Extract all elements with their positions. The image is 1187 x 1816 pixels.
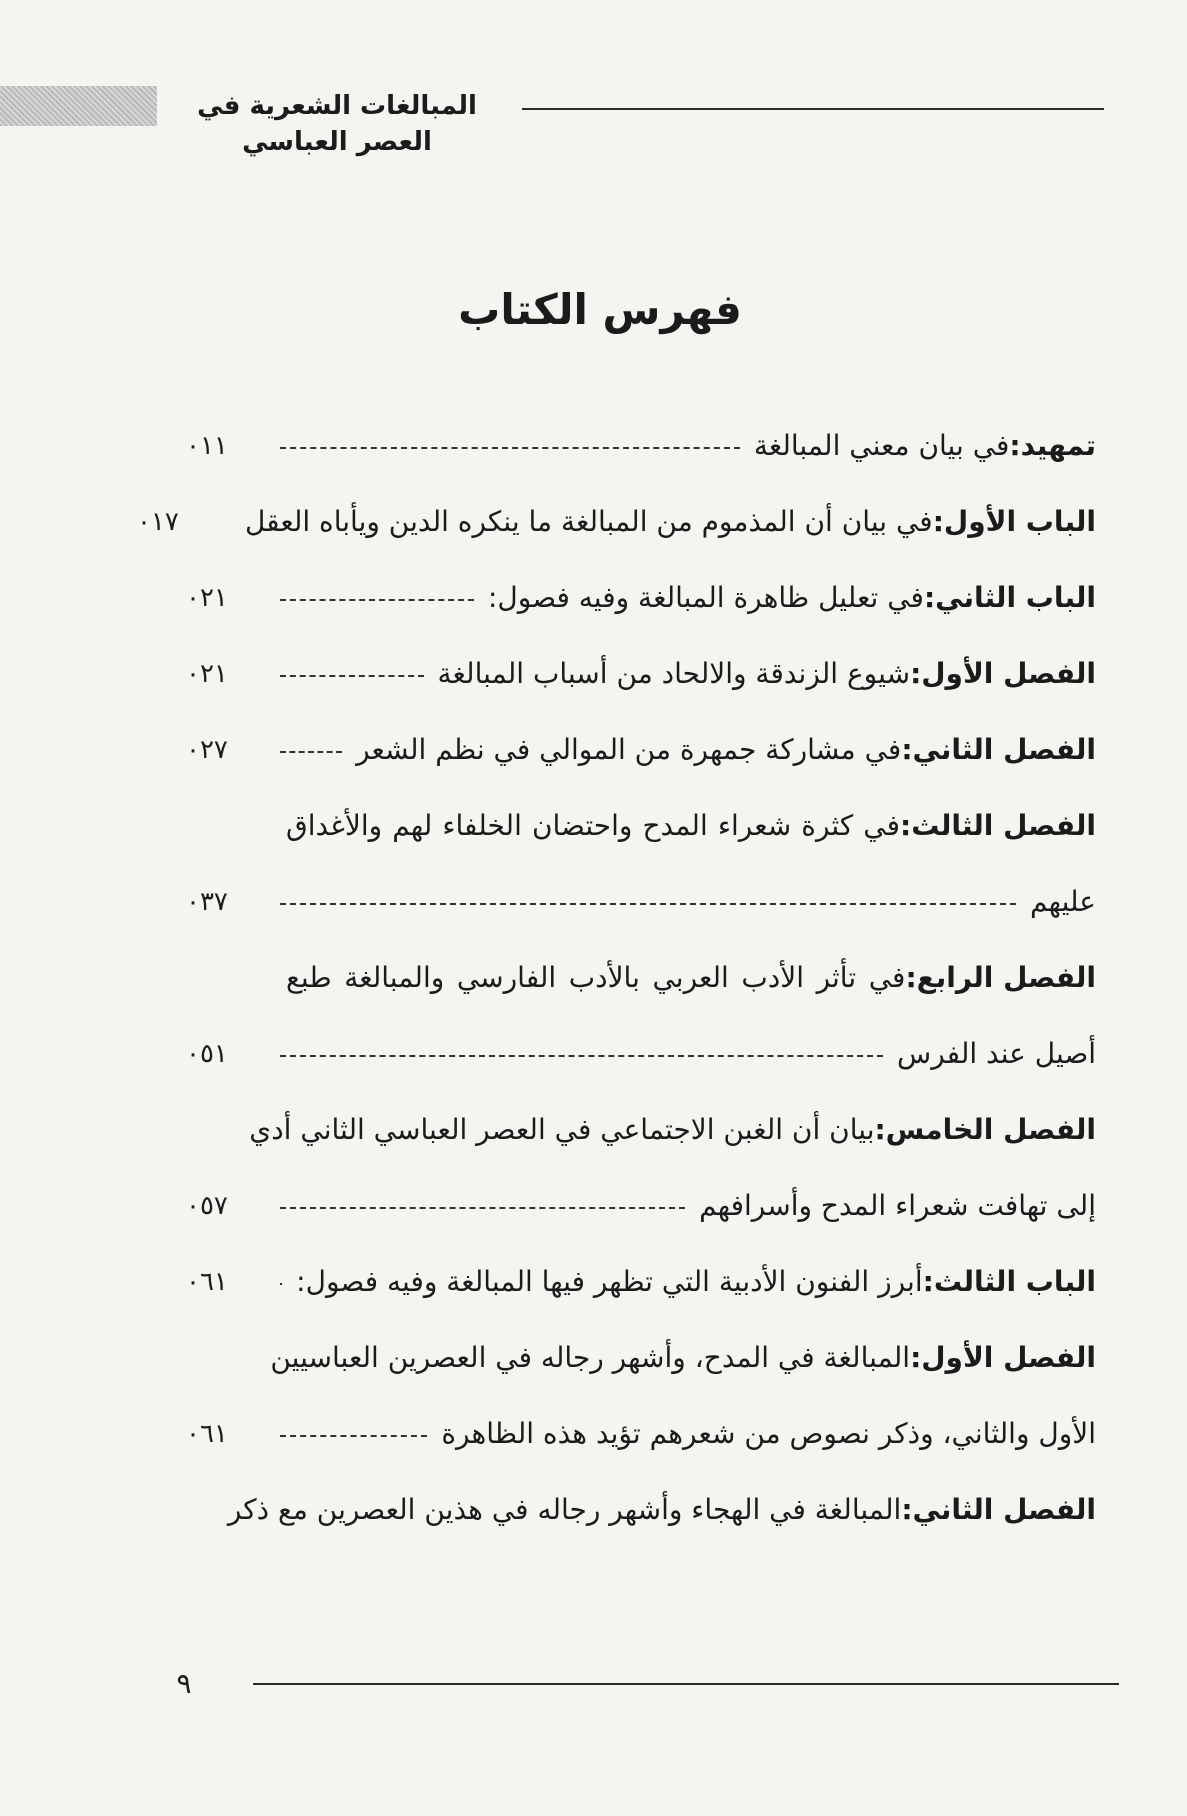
toc-entry-text: في تأثر الأدب العربي بالأدب الفارسي والمبالغة طبع (286, 961, 906, 994)
toc-entry-chapter (186, 722, 1096, 778)
page-title: فهرس الكتاب (458, 285, 742, 334)
toc-entry-label: الفصل الثاني: (901, 1493, 1096, 1526)
toc-leader (280, 675, 424, 677)
toc-entry-text: أبرز الفنون الأدبية التي تظهر فيها المبالغة وفيه فصول: (296, 1265, 923, 1298)
toc-leader (280, 751, 342, 753)
toc-leader (280, 1435, 427, 1437)
toc-entry-text-continued: إلى تهافت شعراء المدح وأسرافهم (699, 1189, 1096, 1222)
toc-entry-label: الباب الأول: (932, 505, 1096, 538)
toc-entry-part-three (186, 1254, 1096, 1310)
toc-entry-chapter (186, 950, 1096, 1006)
toc-page-number: ٠٥٧ (186, 1191, 228, 1221)
toc-entry-text: في مشاركة جمهرة من الموالي في نظم الشعر (356, 733, 902, 766)
page-number: ٩ (176, 1667, 192, 1700)
toc-entry-text: في بيان معني المبالغة (753, 429, 1010, 462)
toc-page-number: ٠٢١ (186, 659, 228, 689)
toc-entry-chapter (186, 798, 1096, 854)
toc-entry-chapter (186, 646, 1096, 702)
toc-entry-label: الفصل الخامس: (874, 1113, 1096, 1146)
toc-entry-chapter (186, 1102, 1096, 1158)
toc-leader (280, 599, 474, 601)
toc-entry-text: شيوع الزندقة والالحاد من أسباب المبالغة (437, 657, 911, 690)
toc-entry-text-continued: أصيل عند الفرس (897, 1037, 1096, 1070)
toc-entry-label: الفصل الثاني: (901, 733, 1096, 766)
toc-entry-label: الفصل الأول: (910, 657, 1096, 690)
toc-leader (280, 1283, 282, 1285)
toc-entry-part-one (136, 494, 1096, 550)
toc-leader (280, 903, 1016, 905)
toc-entry-introduction (186, 418, 1096, 474)
toc-entry-text: المبالغة في الهجاء وأشهر رجاله في هذين العصرين مع ذكر (227, 1493, 902, 1526)
toc-entry-chapter (186, 1482, 1096, 1538)
toc-entry-text: بيان أن الغبن الاجتماعي في العصر العباسي الثاني أدي (249, 1113, 875, 1146)
toc-page-number: ٠٦١ (186, 1267, 228, 1297)
toc-entry-label: الفصل الأول: (910, 1341, 1096, 1374)
toc-entry-continuation (186, 1178, 1096, 1234)
toc-page-number: ٠٢١ (186, 583, 228, 613)
toc-entry-label: الفصل الرابع: (905, 961, 1096, 994)
toc-entry-part-two (186, 570, 1096, 626)
toc-entry-text: في تعليل ظاهرة المبالغة وفيه فصول: (487, 581, 924, 614)
toc-entry-text: المبالغة في المدح، وأشهر رجاله في العصرين العباسيين (270, 1341, 911, 1374)
header-rule (522, 108, 1104, 110)
toc-entry-continuation (186, 1026, 1096, 1082)
header-shaded-block (0, 86, 157, 126)
running-header-title: المبالغات الشعرية في العصر العباسي (197, 91, 477, 157)
toc-entry-label: تمهيد: (1009, 429, 1096, 462)
toc-leader (280, 1207, 685, 1209)
toc-entry-text: في بيان أن المذموم من المبالغة ما ينكره الدين ويأباه العقل (244, 505, 933, 538)
toc-page-number: ٠٥١ (186, 1039, 228, 1069)
toc-entry-label: الفصل الثالث: (900, 809, 1096, 842)
footer-rule (253, 1683, 1119, 1685)
toc-page-number: ٠٦١ (186, 1419, 228, 1449)
toc-leader (280, 1055, 883, 1057)
toc-entry-text-continued: الأول والثاني، وذكر نصوص من شعرهم تؤيد هذه الظاهرة (441, 1417, 1096, 1450)
toc-page-number: ٠١١ (186, 431, 228, 461)
toc-entry-chapter (186, 1330, 1096, 1386)
toc-entry-text-continued: عليهم (1030, 885, 1096, 918)
toc-page-number: ٠١٧ (136, 507, 179, 537)
toc-leader (280, 447, 740, 449)
toc-entry-label: الباب الثاني: (923, 581, 1096, 614)
toc-entry-continuation (186, 874, 1096, 930)
toc-entry-label: الباب الثالث: (922, 1265, 1096, 1298)
toc-page-number: ٠٣٧ (186, 887, 228, 917)
toc-entry-continuation (186, 1406, 1096, 1462)
toc-page-number: ٠٢٧ (186, 735, 228, 765)
toc-entry-text: في كثرة شعراء المدح واحتضان الخلفاء لهم والأغداق (286, 809, 900, 842)
